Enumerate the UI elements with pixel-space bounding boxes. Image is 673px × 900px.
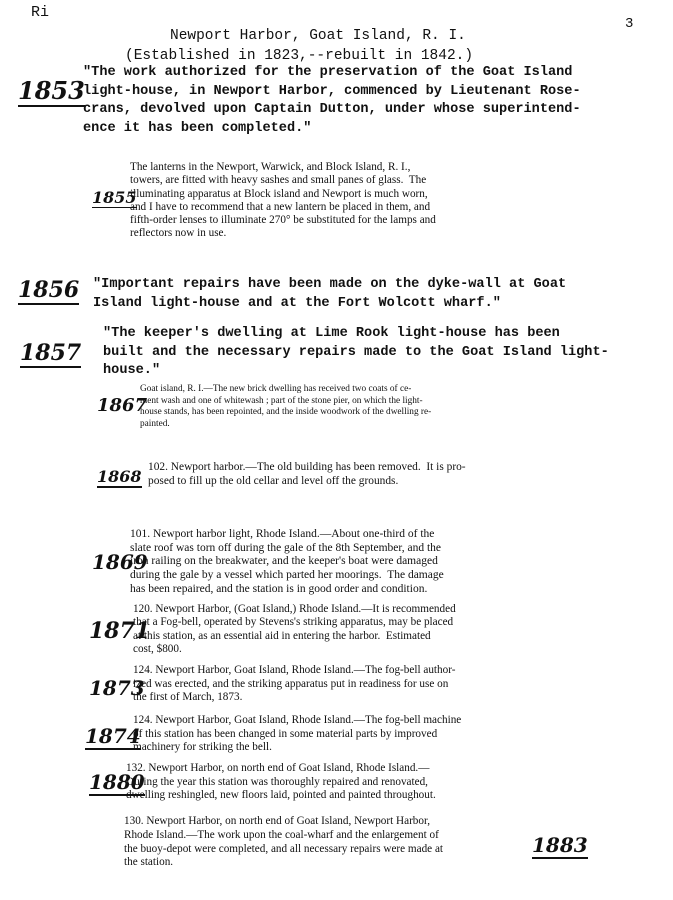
- typed-paragraph: [93, 276, 566, 313]
- text-line: iron railing on the breakwater, and the keeper's boat were damaged: [130, 555, 438, 568]
- text-line: "Important repairs have been made on the dyke-wall at Goat: [93, 277, 567, 292]
- text-line: 130. Newport Harbor, on north end of Goat Island, Newport Harbor,: [124, 815, 431, 827]
- text-line: ized was erected, and the striking apparatus put in readiness for use on: [133, 677, 449, 690]
- printed-excerpt: [130, 161, 436, 241]
- text-line: that a Fog-bell, operated by Stevens's striking apparatus, may be placed: [133, 616, 454, 629]
- text-line: built and the necessary repairs made to the Goat Island light-: [103, 344, 609, 360]
- text-line: crans, devolved upon Captain Dutton, under whose superintend-: [83, 102, 581, 117]
- handwritten-year: 1871: [89, 618, 151, 644]
- text-line: has been repaired, and the station is in good order and condition.: [130, 582, 428, 595]
- text-line: fifth-order lenses to illuminate 270° be substituted for the lamps and: [130, 214, 436, 227]
- text-line: 120. Newport Harbor, (Goat Island,) Rhode Island.—It is recommended: [133, 603, 456, 615]
- handwritten-year: 1873: [89, 676, 145, 700]
- handwritten-year: 1855: [92, 188, 137, 207]
- text-line: dwelling reshingled, new floors laid, pointed and painted throughout.: [126, 789, 436, 801]
- text-line: the station.: [124, 856, 174, 869]
- handwritten-year: 1856: [18, 277, 80, 303]
- printed-excerpt: [130, 528, 444, 597]
- text-line: Rhode Island.—The work upon the coal-wharf and the enlargement of: [124, 828, 439, 841]
- text-line: slate roof was torn off during the gale of the 8th September, and the: [130, 541, 442, 554]
- printed-excerpt: [133, 714, 461, 755]
- text-line: cost, $800.: [133, 643, 182, 656]
- printed-excerpt: [124, 815, 443, 870]
- text-line: 132. Newport Harbor, on north end of Goat Island, Rhode Island.—: [126, 762, 430, 774]
- printed-excerpt: [148, 460, 466, 488]
- printed-excerpt: [140, 384, 431, 430]
- text-line: The lanterns in the Newport, Warwick, and Block Island, R. I.,: [130, 161, 411, 173]
- text-line: during the gale by a vessel which parted her moorings. The damage: [130, 569, 444, 582]
- typed-paragraph: [103, 325, 609, 381]
- printed-excerpt: [133, 603, 456, 657]
- handwritten-year: 1867: [97, 395, 148, 416]
- handwritten-year: 1869: [92, 550, 148, 574]
- printed-excerpt: [133, 664, 455, 705]
- page-subtitle: (Established in 1823,--rebuilt in 1842.): [125, 48, 474, 64]
- text-line: Goat island, R. I.—The new brick dwelling has received two coats of ce-: [140, 384, 412, 394]
- text-line: Island light-house and at the Fort Wolcott wharf.": [93, 295, 501, 311]
- text-line: "The work authorized for the preservation of the Goat Island: [83, 65, 573, 80]
- text-line: house stands, has been repointed, and the inside woodwork of the dwelling re-: [140, 407, 432, 417]
- text-line: house.": [103, 363, 161, 378]
- text-line: 124. Newport Harbor, Goat Island, Rhode Island.—The fog-bell machine: [133, 714, 462, 726]
- text-line: reflectors now in use.: [130, 227, 227, 240]
- text-line: During the year this station was thoroughly repaired and renovated,: [126, 775, 428, 788]
- text-line: and I have to recommend that a new lantern be placed in them, and: [130, 200, 431, 213]
- handwritten-year: 1880: [89, 770, 145, 794]
- text-line: "The keeper's dwelling at Lime Rook light-house has been: [103, 326, 560, 341]
- text-line: 124. Newport Harbor, Goat Island, Rhode Island.—The fog-bell author-: [133, 664, 456, 676]
- text-line: 101. Newport harbor light, Rhode Island.—About one-third of the: [130, 528, 435, 540]
- handwritten-year: 1874: [85, 724, 141, 748]
- typed-paragraph: [83, 64, 581, 138]
- handwritten-year: 1857: [20, 340, 82, 366]
- handwritten-year: 1868: [97, 467, 142, 486]
- printed-excerpt: [126, 762, 436, 803]
- text-line: of this station has been changed in some material parts by improved: [133, 727, 438, 740]
- page-title: Newport Harbor, Goat Island, R. I.: [170, 28, 466, 44]
- page-number: 3: [625, 16, 634, 32]
- handwritten-year: 1883: [532, 833, 588, 857]
- text-line: towers, are fitted with heavy sashes and small panes of glass. The: [130, 174, 427, 187]
- corner-mark: Ri: [31, 4, 50, 21]
- text-line: posed to fill up the old cellar and level off the grounds.: [148, 475, 399, 487]
- text-line: ment wash and one of whitewash ; part of the stone pier, on which the light-: [140, 395, 423, 406]
- text-line: the buoy-depot were completed, and all necessary repairs were made at: [124, 842, 444, 855]
- text-line: machinery for striking the bell.: [133, 741, 272, 753]
- text-line: painted.: [140, 418, 170, 429]
- text-line: 102. Newport harbor.—The old building has been removed. It is pro-: [148, 461, 466, 473]
- text-line: ence it has been completed.": [83, 120, 312, 136]
- text-line: illuminating apparatus at Block island and Newport is much worn,: [130, 187, 428, 200]
- text-line: at this station, as an essential aid in entering the harbor. Estimated: [133, 629, 431, 642]
- handwritten-year: 1853: [18, 76, 85, 105]
- text-line: the first of March, 1873.: [133, 691, 243, 703]
- text-line: light-house, in Newport Harbor, commenced by Lieutenant Rose-: [83, 83, 581, 99]
